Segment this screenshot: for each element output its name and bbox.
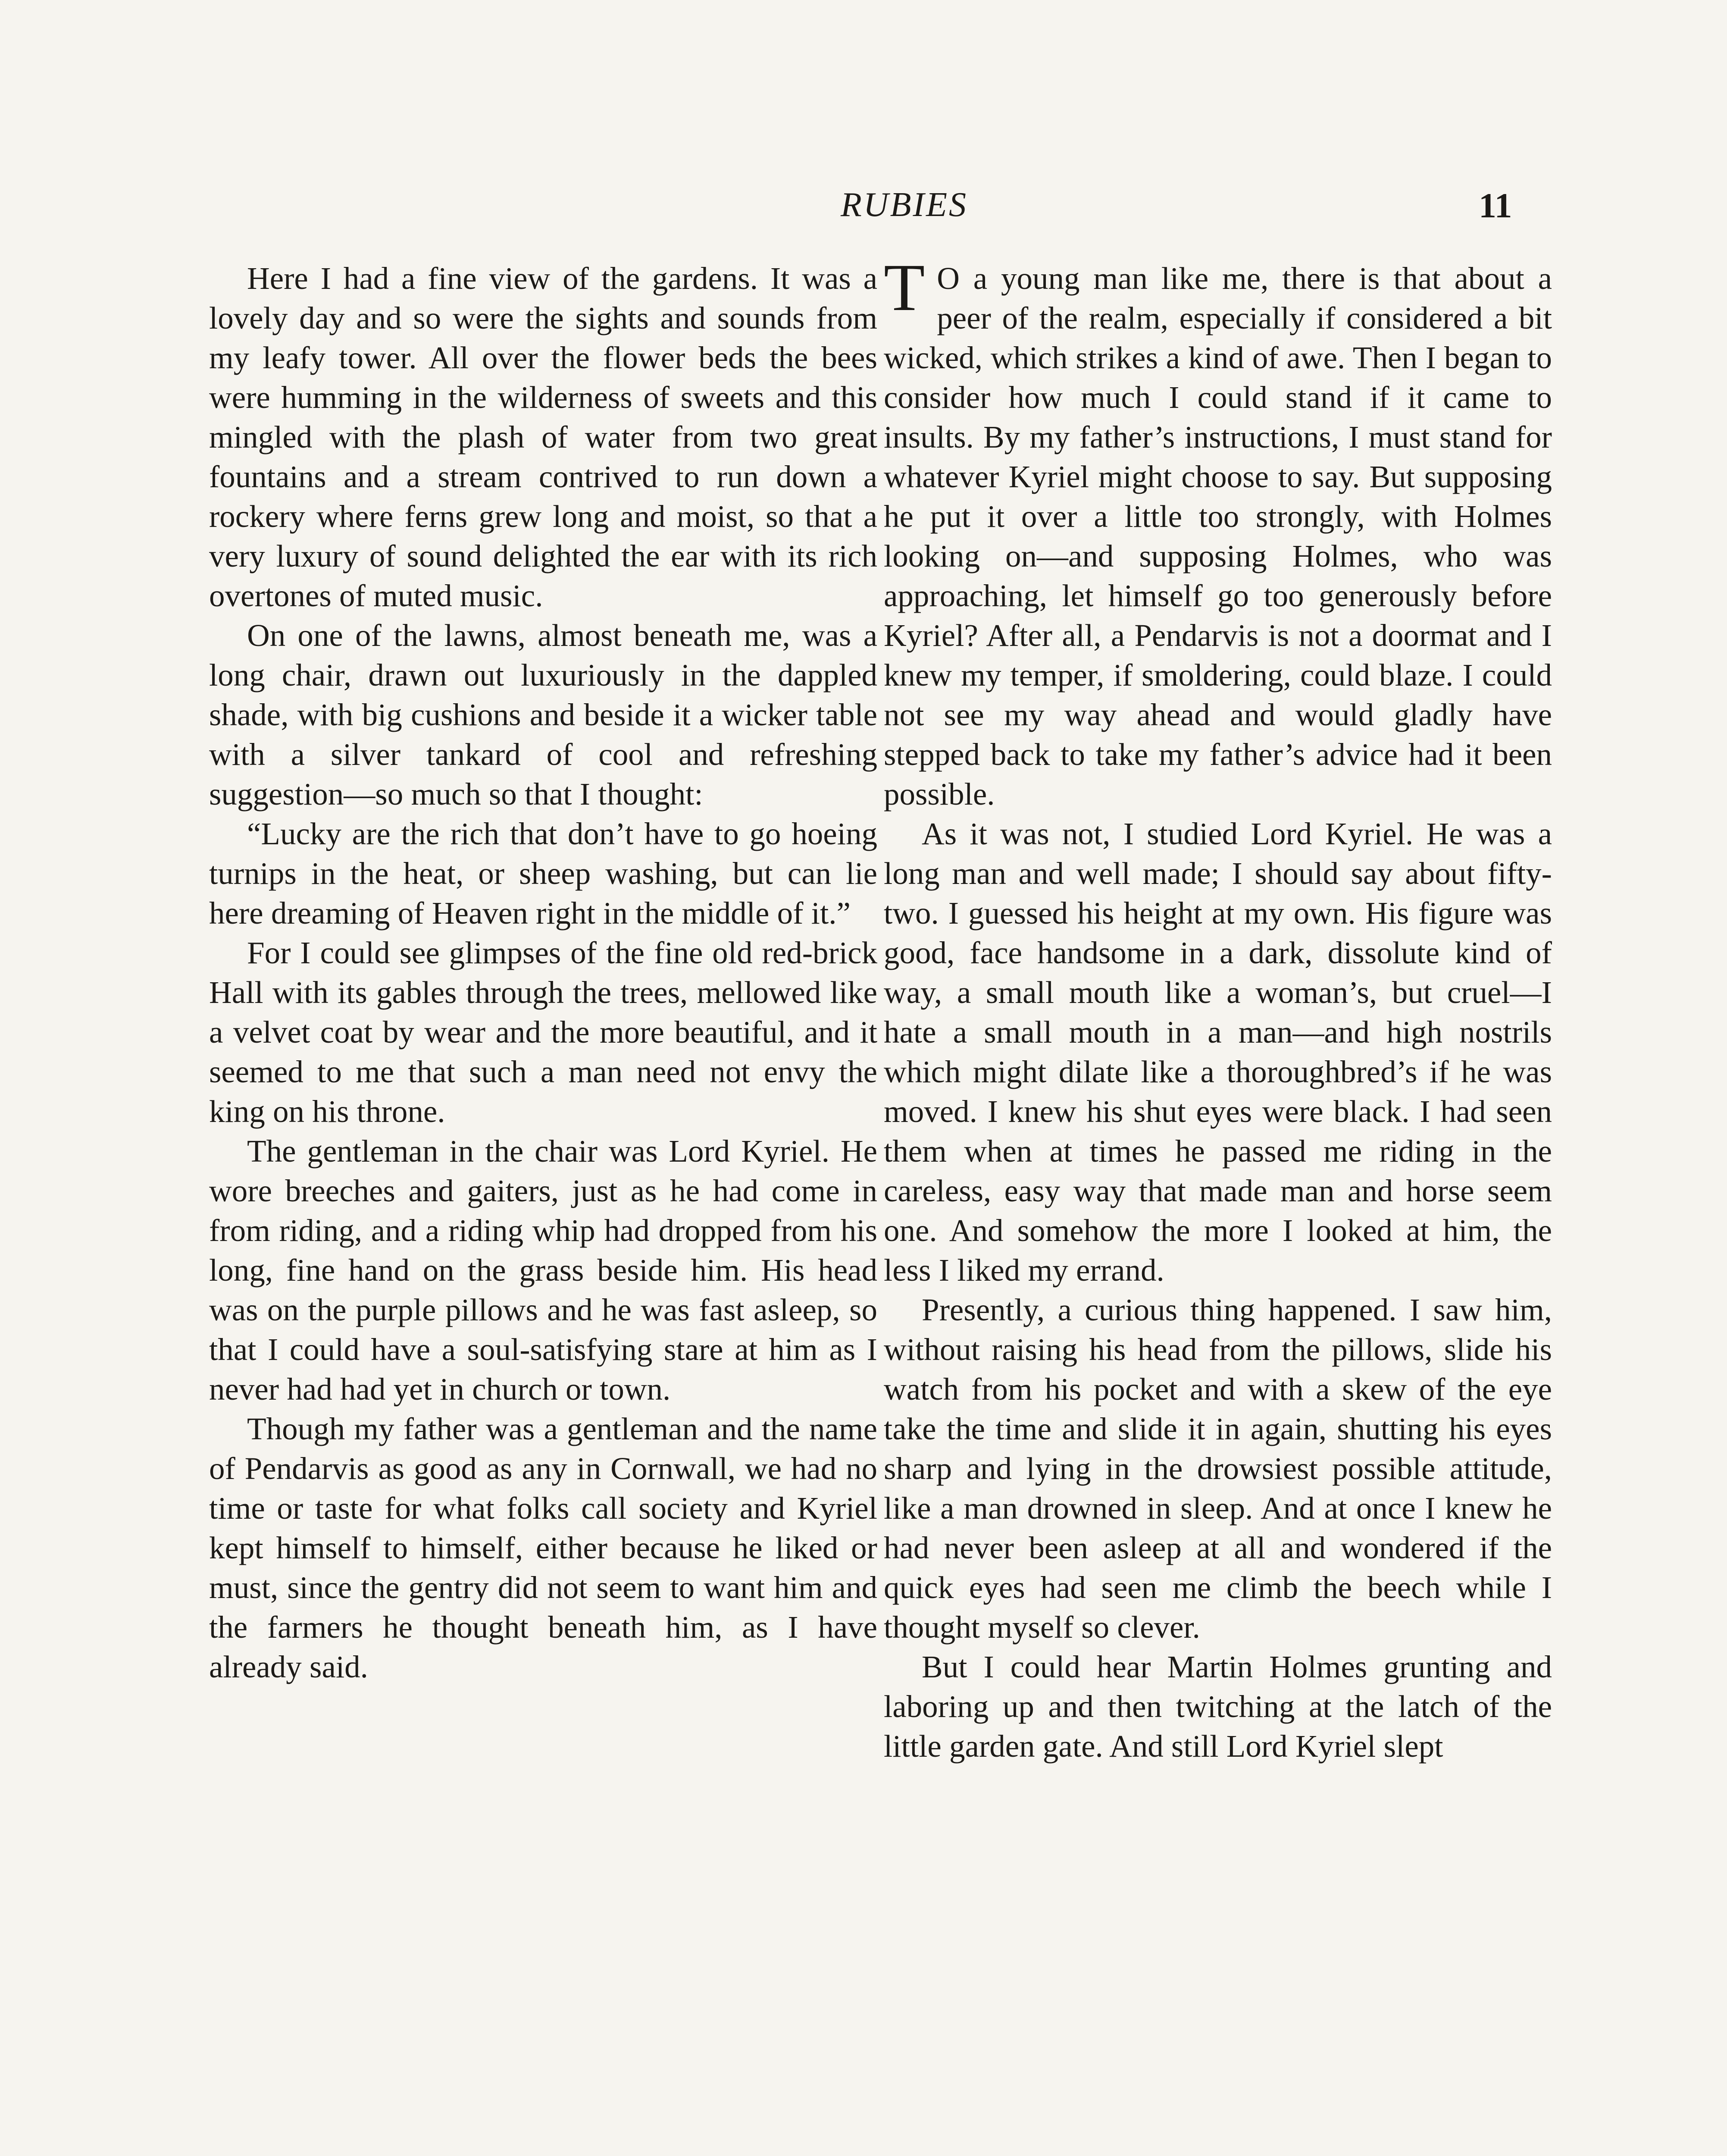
paragraph: On one of the lawns, almost beneath me, was a long chair, drawn out luxuriously in the dappled shade, with big cushions and beside it a wicker table with a silver tankard of cool and refreshing suggestion—so much so that I thought: [209,618,877,812]
page-number: 11 [1479,186,1512,225]
paragraph: The gentleman in the chair was Lord Kyriel. He wore breeches and gaiters, just as he had come in from riding, and a riding whip had dropped from his long, fine hand on the grass beside him. His head was on the purple pillows and he was fast asleep, so that I could have a soul-satisfying stare at him as I never had had yet in church or town. [209,1134,877,1407]
paragraph: Presently, a curious thing happened. I saw him, without raising his head from the pillows, slide his watch from his pocket and with a skew of the eye take the time and slide it in again, shutting his eyes sharp and lying in the drowsiest possible attitude, like a man drowned in sleep. And at once I knew he had never been asleep at all and wondered if the quick eyes had seen me climb the beech while I thought myself so clever. [884,1292,1552,1645]
opening-paragraph-text: O a young man like me, there is that about a peer of the realm, especially if considered a bit wicked, which strikes a kind of awe. Then I began to consider how much I could stand if it came to insults. By my father’s instructions, I must stand for whatever Kyriel might choose to say. But supposing he put it over a little too strongly, with Holmes looking on—and supposing Holmes, who was approaching, let himself go too generously before Kyriel? After all, a Pendarvis is not a doormat and I knew my temper, if smoldering, could blaze. I could not see my way ahead and would gladly have stepped back to take my father’s advice had it been possible. [884,261,1552,812]
paragraph: Here I had a fine view of the gardens. It was a lovely day and so were the sights and sounds from my leafy tower. All over the flower beds the bees were humming in the wilderness of sweets and this mingled with the plash of water from two great fountains and a stream contrived to run down a rockery where ferns grew long and moist, so that a very luxury of sound delighted the ear with its rich overtones of muted music. [209,261,877,613]
chapter-opening-paragraph [884,250,1552,814]
paragraph: Though my father was a gentleman and the name of Pendarvis as good as any in Cornwall, we had no time or taste for what folks call society and Kyriel kept himself to himself, either because he liked or must, since the gentry did not seem to want him and the farmers he thought beneath him, as I have already said. [209,1411,877,1684]
paragraph: “Lucky are the rich that don’t have to go hoeing turnips in the heat, or sheep washing, but can lie here dreaming of Heaven right in the middle of it.” [209,816,877,931]
paragraph: For I could see glimpses of the fine old red-brick Hall with its gables through the trees, mellowed like a velvet coat by wear and the more beautiful, and it seemed to me that such a man need not envy the king on his throne. [209,935,877,1129]
paragraph: But I could hear Martin Holmes grunting and laboring up and then twitching at the latch of the little garden gate. And still Lord Kyriel slept [884,1649,1552,1764]
running-head [0,185,1727,233]
running-title: RUBIES [841,186,968,224]
paragraph: As it was not, I studied Lord Kyriel. He was a long man and well made; I should say about fifty-two. I guessed his height at my own. His figure was good, face handsome in a dark, dissolute kind of way, a small mouth like a woman’s, but cruel—I hate a small mouth in a man—and high nostrils which might dilate like a thoroughbred’s if he was moved. I knew his shut eyes were black. I had seen them when at times he passed me riding in the careless, easy way that made man and horse seem one. And somehow the more I looked at him, the less I liked my errand. [884,816,1552,1288]
right-column [884,250,1552,2156]
left-column [209,259,877,2156]
drop-cap: T [884,250,925,325]
